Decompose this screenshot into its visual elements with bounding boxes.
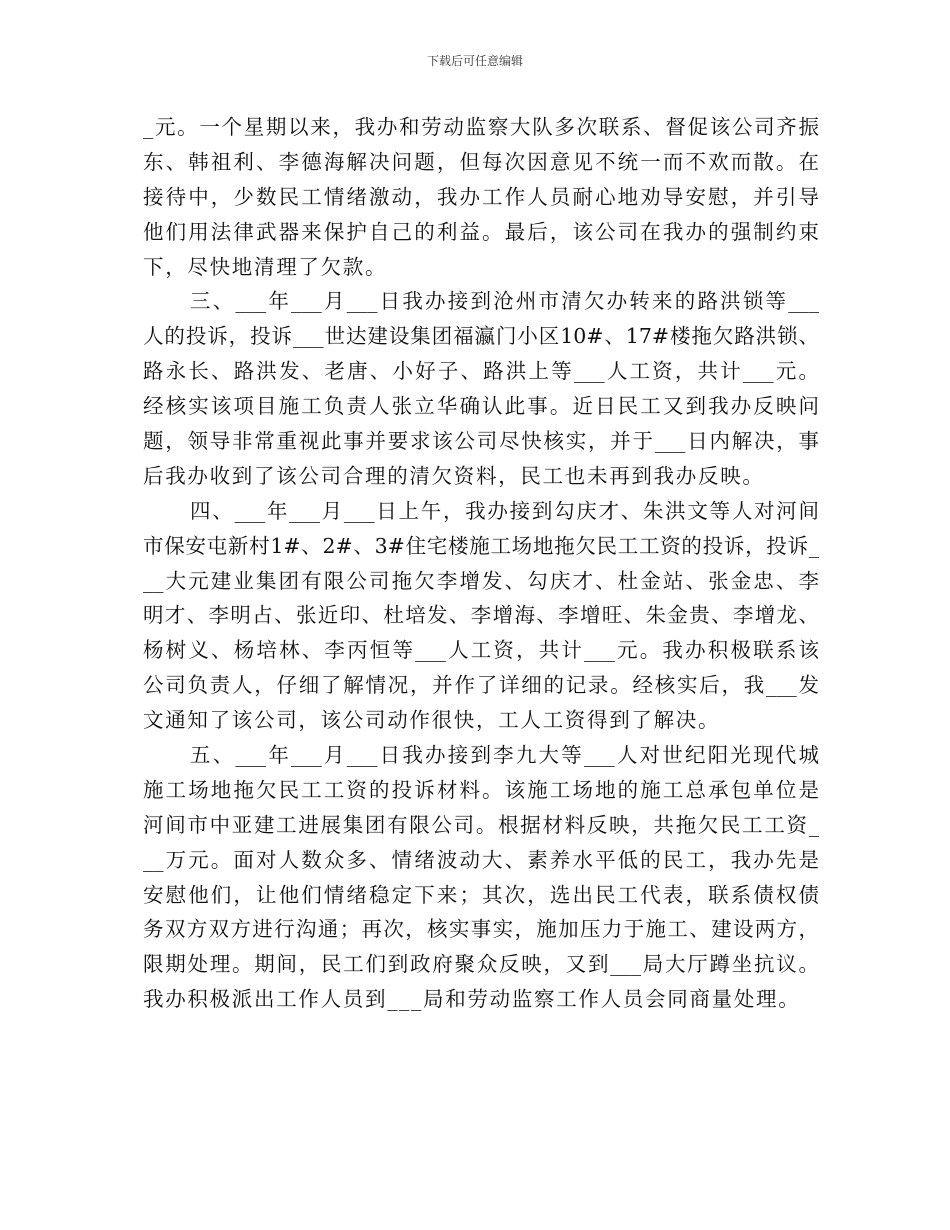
- text-line: 下，尽快地清理了欠款。: [143, 254, 388, 279]
- text-line: 市保安屯新村1#、2#、3#住宅楼施工场地拖欠民工工资的投诉，投诉_: [143, 533, 819, 558]
- text-line: 后我办收到了该公司合理的清欠资料，民工也未再到我办反映。: [143, 463, 765, 488]
- text-line: 文通知了该公司，该公司动作很快，工人工资得到了解决。: [143, 708, 721, 733]
- text-line: 明才、李明占、张近印、杜培发、李增海、李增旺、朱金贵、李增龙、: [143, 603, 819, 628]
- document-body: [143, 110, 819, 1017]
- text-line: 务双方双方进行沟通；再次，核实事实，施加压力于施工、建设两方，: [143, 917, 819, 942]
- text-line: 五、___年___月___日我办接到李九大等___人对世纪阳光现代城: [190, 743, 819, 768]
- text-line: __大元建业集团有限公司拖欠李增发、勾庆才、杜金站、张金忠、李: [143, 568, 819, 593]
- text-line: __万元。面对人数众多、情绪波动大、素养水平低的民工，我办先是: [143, 847, 819, 872]
- text-line: 施工场地拖欠民工工资的投诉材料。该施工场地的施工总承包单位是: [143, 777, 819, 802]
- text-line: 他们用法律武器来保护自己的利益。最后，该公司在我办的强制约束: [143, 219, 819, 244]
- text-line: 路永长、路洪发、老唐、小好子、路洪上等___人工资，共计___元。: [143, 359, 819, 384]
- text-line: 安慰他们，让他们情绪稳定下来；其次，选出民工代表，联系债权债: [143, 882, 819, 907]
- text-line: 我办积极派出工作人员到___局和劳动监察工作人员会同商量处理。: [143, 987, 801, 1012]
- text-line: _元。一个星期以来，我办和劳动监察大队多次联系、督促该公司齐振: [143, 115, 819, 139]
- text-line: 公司负责人，仔细了解情况，并作了详细的记录。经核实后，我___发: [143, 673, 819, 698]
- text-line: 四、___年___月___日上午，我办接到勾庆才、朱洪文等人对河间: [190, 498, 819, 523]
- text-line: 限期处理。期间，民工们到政府聚众反映，又到___局大厅蹲坐抗议。: [143, 952, 819, 977]
- text-line: 三、___年___月___日我办接到沧州市清欠办转来的路洪锁等___: [190, 289, 819, 314]
- text-line: 题，领导非常重视此事并要求该公司尽快核实，并于___日内解决，事: [143, 429, 819, 454]
- text-line: 接待中，少数民工情绪激动，我办工作人员耐心地劝导安慰，并引导: [143, 184, 819, 209]
- text-line: 河间市中亚建工进展集团有限公司。根据材料反映，共拖欠民工工资_: [143, 812, 819, 837]
- text-line: 经核实该项目施工负责人张立华确认此事。近日民工又到我办反映问: [143, 394, 819, 419]
- page-header: 下载后可任意编辑: [426, 54, 523, 68]
- text-line: 东、韩祖利、李德海解决问题，但每次因意见不统一而不欢而散。在: [143, 149, 819, 174]
- text-line: 杨树义、杨培林、李丙恒等___人工资，共计___元。我办积极联系该: [143, 638, 819, 663]
- text-line: 人的投诉，投诉___世达建设集团福瀛门小区10#、17#楼拖欠路洪锁、: [143, 324, 819, 349]
